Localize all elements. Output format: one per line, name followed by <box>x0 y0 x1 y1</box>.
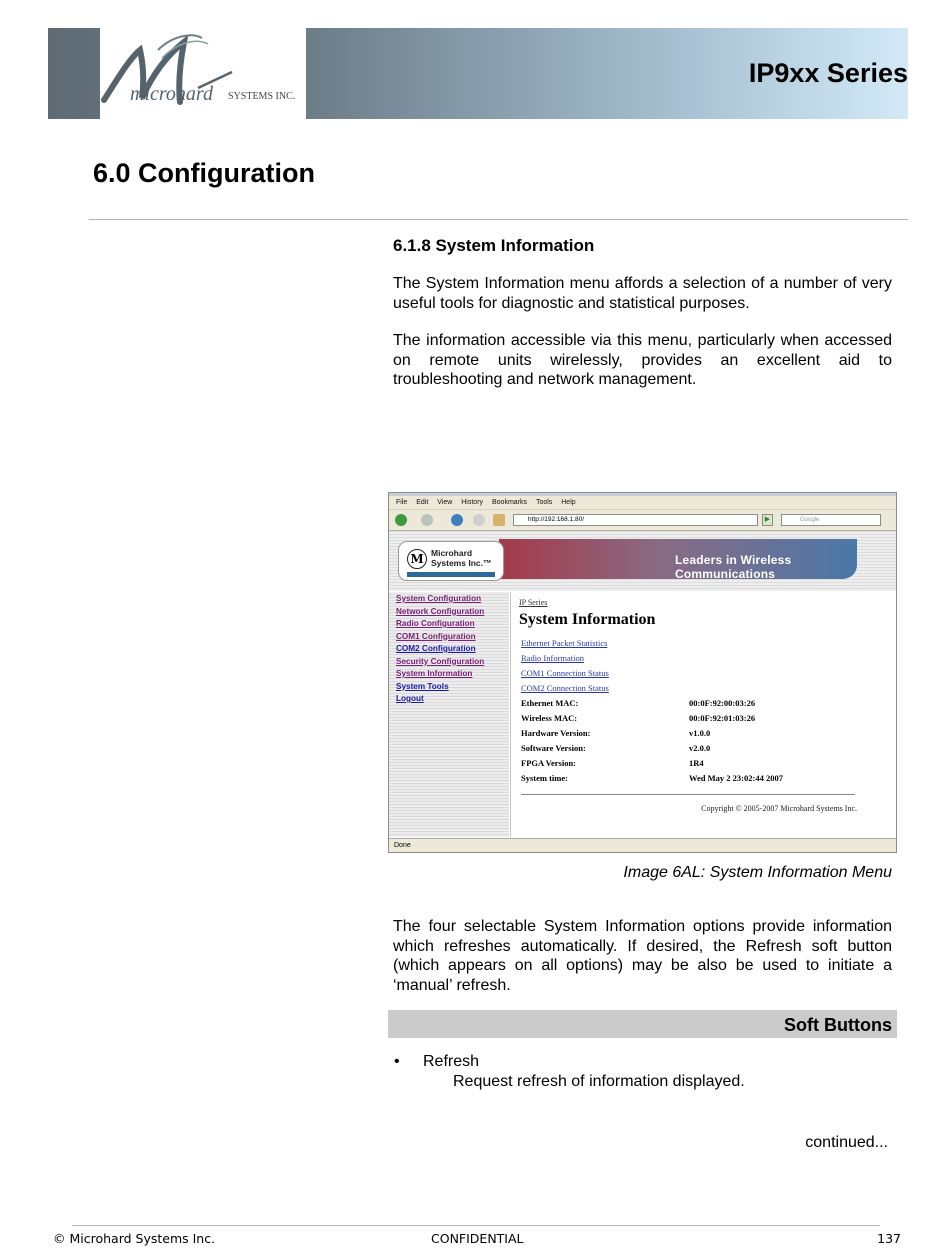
link-radio-information[interactable]: Radio Information <box>521 653 585 663</box>
logo-m-icon: M <box>407 549 427 569</box>
reload-icon[interactable] <box>451 514 463 526</box>
search-input[interactable]: Google <box>781 514 881 526</box>
menu-edit[interactable]: Edit <box>416 499 429 506</box>
web-sidebar <box>389 592 509 837</box>
sidebar-item-system-configuration[interactable]: System Configuration <box>396 594 482 603</box>
system-information-screenshot <box>388 492 897 853</box>
company-logo <box>100 28 306 119</box>
series-title: IP9xx Series <box>748 58 908 88</box>
web-copyright: Copyright © 2005-2007 Microhard Systems Inc. <box>701 804 857 813</box>
info-value: Wed May 2 23:02:44 2007 <box>689 773 783 783</box>
menu-bookmarks[interactable]: Bookmarks <box>491 499 527 506</box>
info-label: Hardware Version: <box>521 728 591 738</box>
browser-menubar <box>389 496 896 510</box>
info-value: v1.0.0 <box>689 728 711 738</box>
browser-navbar <box>389 510 896 531</box>
detail-paragraph: The information accessible via this menu, particularly when accessed on remote units wirelessly, provides an excellent aid to troubleshooting and network management. <box>393 332 892 388</box>
info-label: FPGA Version: <box>521 758 577 768</box>
microhard-logo-mark <box>100 28 306 119</box>
link-com1-connection-status[interactable]: COM1 Connection Status <box>521 668 609 678</box>
web-logo <box>398 541 504 581</box>
web-logo-text <box>431 548 491 568</box>
go-icon[interactable]: ▶ <box>762 514 773 526</box>
web-logo-line1: Microhard <box>431 548 473 558</box>
menu-tools[interactable]: Tools <box>535 499 553 506</box>
home-icon[interactable] <box>493 514 505 526</box>
logo-suffix: SYSTEMS INC. <box>228 91 296 102</box>
info-value: 00:0F:92:00:03:26 <box>689 698 756 708</box>
refresh-label: Refresh <box>423 1053 480 1070</box>
header-banner-graphic <box>499 539 857 579</box>
bullet-icon: • <box>394 1053 400 1070</box>
sidebar-item-radio-configuration[interactable]: Radio Configuration <box>396 619 475 628</box>
section-title: 6.1.8 System Information <box>393 236 595 255</box>
tagline: Leaders in Wireless Communications <box>675 553 792 581</box>
back-icon[interactable] <box>395 514 407 526</box>
info-label: Software Version: <box>521 743 586 753</box>
footer-copyright: © Microhard Systems Inc. <box>53 1231 216 1246</box>
sidebar-item-security-configuration[interactable]: Security Configuration <box>396 656 485 666</box>
sidebar-item-com2-configuration[interactable]: COM2 Configuration <box>396 644 476 653</box>
sidebar-item-system-information[interactable]: System Information <box>396 669 473 678</box>
content-divider <box>521 794 855 795</box>
sidebar-item-com1-configuration[interactable]: COM1 Configuration <box>396 631 476 641</box>
soft-buttons-header <box>388 1010 897 1038</box>
info-value: v2.0.0 <box>689 743 711 753</box>
sidebar-item-logout[interactable]: Logout <box>396 694 424 703</box>
web-content <box>510 592 897 837</box>
link-com2-connection-status[interactable]: COM2 Connection Status <box>521 683 609 693</box>
image-caption: Image 6AL: System Information Menu <box>623 864 892 881</box>
browser-statusbar: Done <box>389 838 896 852</box>
menu-file[interactable]: File <box>396 499 408 506</box>
info-value: 1R4 <box>689 758 704 768</box>
web-logo-line2: Systems Inc.™ <box>431 558 492 568</box>
continued-note: continued... <box>805 1134 888 1151</box>
footer-divider <box>72 1225 880 1226</box>
link-ethernet-packet-statistics[interactable]: Ethernet Packet Statistics <box>521 638 608 648</box>
info-label: Ethernet MAC: <box>521 698 579 708</box>
chapter-divider <box>89 219 908 220</box>
menu-history[interactable]: History <box>461 499 484 506</box>
sidebar-item-network-configuration[interactable]: Network Configuration <box>396 606 485 616</box>
intro-paragraph: The System Information menu affords a selection of a number of very useful tools for diagnostic and statistical purposes. <box>393 275 892 312</box>
stop-icon[interactable] <box>473 514 485 526</box>
breadcrumb[interactable]: IP Series <box>519 598 548 607</box>
url-bar[interactable]: http://192.168.1.80/ <box>513 514 758 526</box>
soft-buttons-title: Soft Buttons <box>784 1015 892 1035</box>
info-label: Wireless MAC: <box>521 713 578 723</box>
logo-url-strip <box>407 572 495 577</box>
menu-help[interactable]: Help <box>561 499 576 506</box>
page-number: 137 <box>877 1231 901 1246</box>
footer-confidential: CONFIDENTIAL <box>431 1231 524 1246</box>
refresh-description: Request refresh of information displayed. <box>453 1073 745 1090</box>
forward-icon[interactable] <box>421 514 433 526</box>
info-label: System time: <box>521 773 568 783</box>
web-page-title: System Information <box>519 611 656 628</box>
logo-wordmark: microhard <box>130 83 213 105</box>
chapter-title: 6.0 Configuration <box>93 158 315 188</box>
options-paragraph: The four selectable System Information options provide information which refreshes automatically. If desired, the Refresh soft button (which appears on all options) may be also be used to initiate a ‘manual’ refresh. <box>393 918 892 994</box>
info-value: 00:0F:92:01:03:26 <box>689 713 756 723</box>
web-page-header <box>389 531 896 591</box>
menu-view[interactable]: View <box>437 499 453 506</box>
sidebar-item-system-tools[interactable]: System Tools <box>396 681 449 691</box>
